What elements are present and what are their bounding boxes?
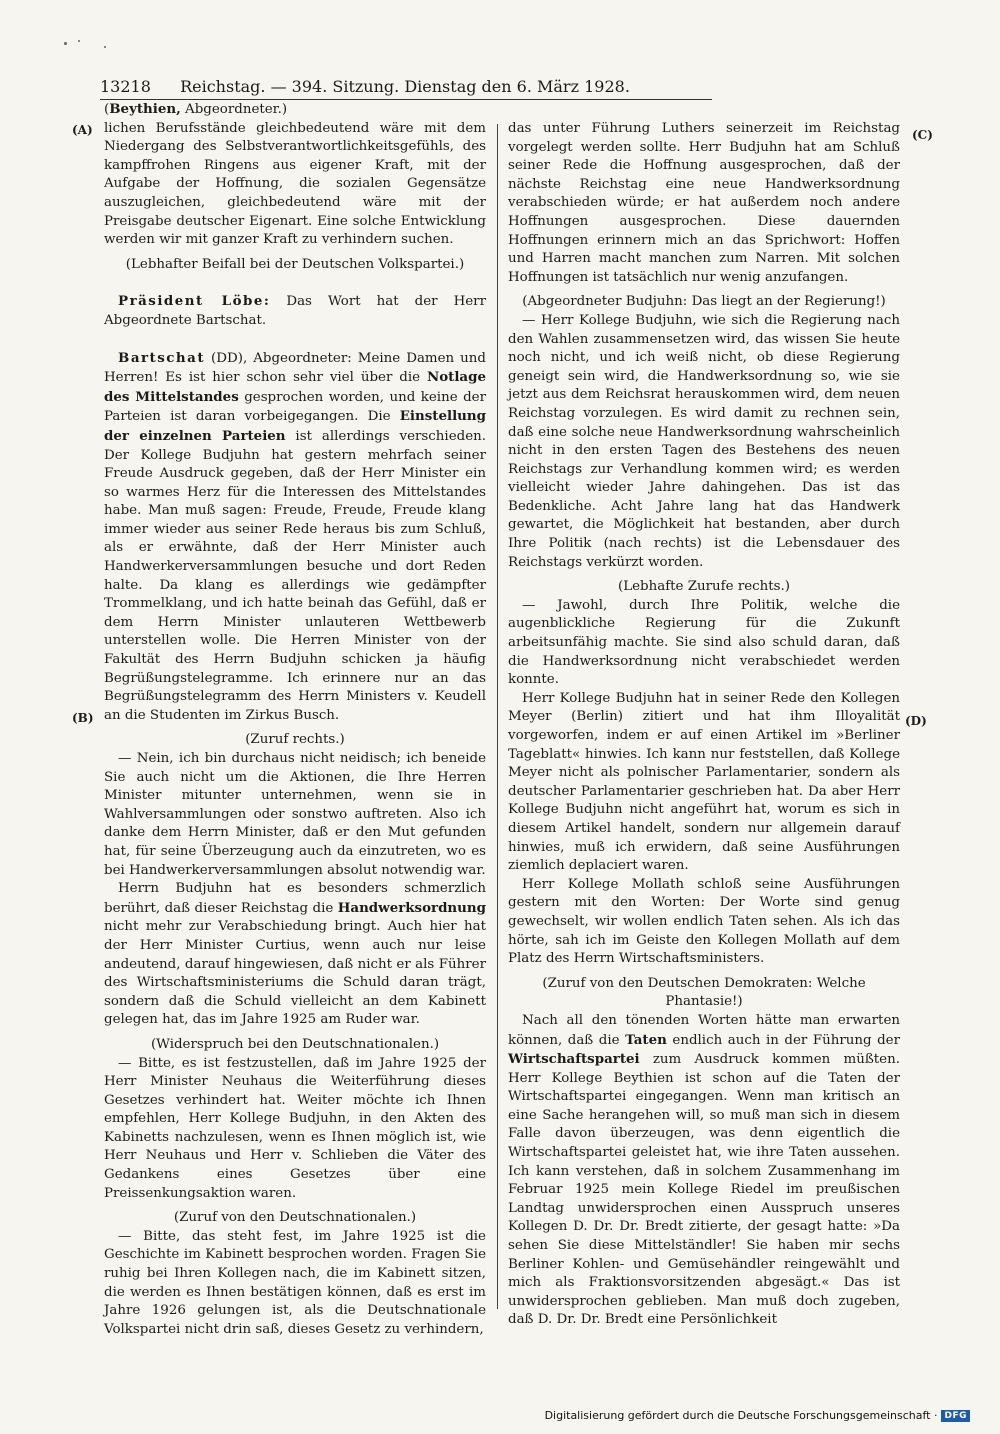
scan-speck [64,42,67,45]
paragraph: lichen Berufsstände gleichbedeutend wäre mit dem Niedergang des Selbstverantwortlichkeitsgefühls, des kampffrohen Ringens aus eigener Kraft, mit der Aufgabe der Hoffnung, die sozialen Gegensätze auszugleichen, gleichbedeutend wäre mit der Preisgabe deutscher Eigenart. Eine solche Entwicklung werden wir mit ganzer Kraft zu verhindern suchen. [104,120,486,248]
paragraph [104,880,486,1030]
speech-text: Das Wort hat der Herr Abgeordnete Bartschat. [104,294,486,328]
speech-text: (DD), Abgeordneter: Meine Damen und Herren! Es ist hier schon sehr viel über die [104,350,486,386]
speaker-name: Präsident Löbe: [118,293,271,310]
emphasis: Taten [625,1031,667,1048]
footer-text: Digitalisierung gefördert durch die Deutsche Forschungsgemeinschaft · [544,1409,938,1422]
speaker-name: Bartschat [118,349,206,366]
running-speaker: Beythien, [109,101,181,117]
paragraph: — Jawohl, durch Ihre Politik, welche die augenblickliche Regierung für die Zukunft arbeitsunfähig machte. Sie sind also schuld daran, daß die Handwerksordnung nicht verabschiedet werden konnte. [508,597,900,688]
margin-label-b: (B) [72,711,94,725]
paragraph: — Nein, ich bin durchaus nicht neidisch; ich beneide Sie auch nicht um die Aktionen, die Ihre Herren Minister mitunter unternehmen, wenn sie in Wahlversammlungen oder sonstwo auftreten. Also ich danke dem Herrn Minister, daß er den Mut gefunden hat, für seine Überzeugung auch da einzutreten, wo es bei Handwerkerversammlungen absolut notwendig war. [104,751,486,878]
paragraph: — Bitte, es ist festzustellen, daß im Jahre 1925 der Herr Minister Neuhaus die Weiterführung dieses Gesetzes verhindert hat. Weiter möchte ich Ihnen empfehlen, Herr Kollege Budjuhn, in den Akten des Kabinetts nachzulesen, wenn es Ihnen möglich ist, wie Herr Neuhaus und Herr v. Schlieben die Väter des Gedankens eines Gesetzes über eine Preissenkungsaktion waren. [104,1055,486,1201]
speech-text: Herrn Budjuhn hat es besonders schmerzlich berührt, daß dieser Reichstag die [104,881,486,916]
margin-label-d: (D) [905,714,927,728]
dfg-logo: DFG [941,1410,970,1422]
emphasis: Wirtschaftspartei [508,1051,640,1068]
paragraph [104,292,486,330]
margin-label-c: (C) [912,128,933,142]
digitization-footer [545,1409,970,1422]
speech-text: Nach all den tönenden Worten hätte man erwarten können, daß die [508,1012,900,1048]
interjection: (Zuruf von den Deutschen Demokraten: Welche Phantasie!) [542,975,866,1010]
paragraph [104,349,486,726]
page-number: 13218 [100,77,151,96]
interjection: (Lebhafte Zurufe rechts.) [617,579,790,595]
header-title: Reichstag. — 394. Sitzung. Dienstag den 6. März 1928. [180,77,630,96]
paragraph: das unter Führung Luthers seinerzeit im Reichstag vorgelegt werden sollte. Herr Budjuhn hat am Schluß seiner Rede die Hoffnung ausgesprochen, daß der nächste Reichstag eine neue Handwerksordnung verabschieden würde; er hat außerdem noch andere Hoffnungen ausgesprochen. Diese dauernden Hoffnungen erinnern mich an das Sprichwort: Hoffen und Harren macht manchen zum Narren. Mit solchen Hoffnungen ist tatsächlich nur wenig anzufangen. [508,121,900,285]
paragraph: Herr Kollege Budjuhn hat in seiner Rede den Kollegen Meyer (Berlin) zitiert und hat ihm Illoyalität vorgeworfen, indem er auf einen Artikel im »Berliner Tageblatt« hinwies. Ich kann nur feststellen, daß Kollege Meyer nicht als polnischer Parlamentarier, sondern als deutscher Parlamentarier geschrieben hat. Da aber Herr Kollege Budjuhn nicht angeführt hat, worum es sich in diesem Artikel handelt, sondern nur allgemein darauf hinwies, muß ich erwidern, daß seine Ausführungen ziemlich deplaciert waren. [508,690,900,874]
interjection: (Widerspruch bei den Deutschnationalen.) [150,1036,440,1052]
paragraph: — Herr Kollege Budjuhn, wie sich die Regierung nach den Wahlen zusammensetzen wird, das wissen Sie heute noch nicht, und ich weiß nicht, ob diese Regierung geneigt sein wird, die Handwerksordnung so, wie sie jetzt aus dem Reichsrat herauskommen wird, dem neuen Reichstag vorzulegen. Es wird damit zu rechnen sein, daß eine solche neue Handwerksordnung wahrscheinlich nicht in den ersten Tagen des Bestehens des neuen Reichstags zur Verhandlung kommen wird; es werden vielleicht wieder Jahre dahingehen. Das ist das Bedenkliche. Acht Jahre lang hat das Handwerk gewartet, die Möglichkeit hat bestanden, aber durch Ihre Politik (nach rechts) ist die Lebensdauer des Reichstags verkürzt worden. [508,312,900,570]
running-role: Abgeordneter.) [185,102,288,117]
scan-speck [104,46,106,48]
interjection: (Abgeordneter Budjuhn: Das liegt an der Regierung!) [522,294,886,310]
speech-text: zum Ausdruck kommen müßten. Herr Kollege Beythien ist schon auf die Taten der Wirtschaftspartei eingegangen. Wenn man kritisch an eine Sache herangehen will, so muß man sich in diesem Falle davon überzeugen, was denn eigentlich die Wirtschaftspartei geleistet hat, wie ihre Taten aussehen. Ich kann verstehen, daß in solchem Zusammenhang im Februar 1925 mein Kollege Riedel im preußischen Landtag unwidersprochen einen Ausspruch unseres Kollegen D. Dr. Dr. Bredt zitierte, der gesagt hatte: »Da sehen Sie diese Mittelständler! Sie haben mir sechs Berliner Kohlen- und Gemüsehändler reingewählt und mich als Fraktionsvorsitzenden abgesägt.« Das ist unwidersprochen geblieben. Man muß doch zugeben, daß D. Dr. Dr. Bredt eine Persönlichkeit [508,1052,900,1328]
left-column [104,100,486,1339]
emphasis: Notlage des Mittelstandes [104,369,486,405]
paragraph: — Bitte, das steht fest, im Jahre 1925 ist die Geschichte im Kabinett besprochen worden. Fragen Sie ruhig bei Ihren Kollegen nach, die im Kabinett sitzen, die werden es Ihnen bestätigen können, daß es erst im Jahre 1926 gelungen ist, als die Deutschnationale Volkspartei nicht drin saß, dieses Gesetz zu verhindern, [104,1228,486,1337]
paragraph [508,1012,900,1330]
speech-text: endlich auch in der Führung der [666,1032,901,1048]
margin-label-a: (A) [72,123,93,137]
speech-text: gesprochen worden, und keine der Parteien ist daran vorbeigegangen. Die [104,389,486,425]
scan-speck [78,40,80,42]
paragraph: Herr Kollege Mollath schloß seine Ausführungen gestern mit den Worten: Der Worte sind genug gewechselt, wir wollen endlich Taten sehen. Als ich das hörte, sah ich im Geiste den Kollegen Mollath auf dem Platz des Herrn Wirtschaftsministers. [508,876,900,967]
right-column [508,100,900,1330]
speech-text: nicht mehr zur Verabschiedung bringt. Auch hier hat der Herr Minister Curtius, wenn auch nur leise andeutend, darauf hingewiesen, daß nicht er als Führer des Wirtschaftsministeriums die Schuld daran trägt, sondern daß die Schuld vielleicht an dem Kabinett gelegen hat, das im Jahre 1925 am Ruder war. [104,919,486,1028]
page-header [96,76,714,100]
running-speaker-line [104,100,486,120]
interjection: (Lebhafter Beifall bei der Deutschen Volkspartei.) [125,256,465,272]
running-open: ( [104,102,110,117]
emphasis: Handwerksordnung [337,899,486,916]
interjection: (Zuruf rechts.) [245,732,345,748]
emphasis: Einstellung der einzelnen Parteien [104,408,486,444]
interjection: (Zuruf von den Deutschnationalen.) [173,1210,417,1226]
speech-text: ist allerdings verschieden. Der Kollege Budjuhn hat gestern mehrfach seiner Freude Ausdruck gegeben, daß der Herr Minister ein so warmes Herz für die Interessen des Mittelstandes habe. Man muß sagen: Freude, Freude, Freude klang immer wieder aus seiner Rede heraus bis zum Schluß, als er erwähnte, daß der Herr Minister auch Handwerkerversammlungen besuche und dort Reden halte. Da klang es allerdings wie gedämpfter Trommelklang, und ich hatte beinah das Gefühl, daß er dem Herrn Minister unlauteren Wettbewerb unterstellen wolle. Die Herren Minister von der Fakultät des Herrn Budjuhn schicken ja häufig Begrüßungstelegramme. Ich erinnere nur an das Begrüßungstelegramm des Herrn Ministers v. Keudell an die Studenten im Zirkus Busch. [104,428,486,723]
column-divider [497,124,498,1309]
